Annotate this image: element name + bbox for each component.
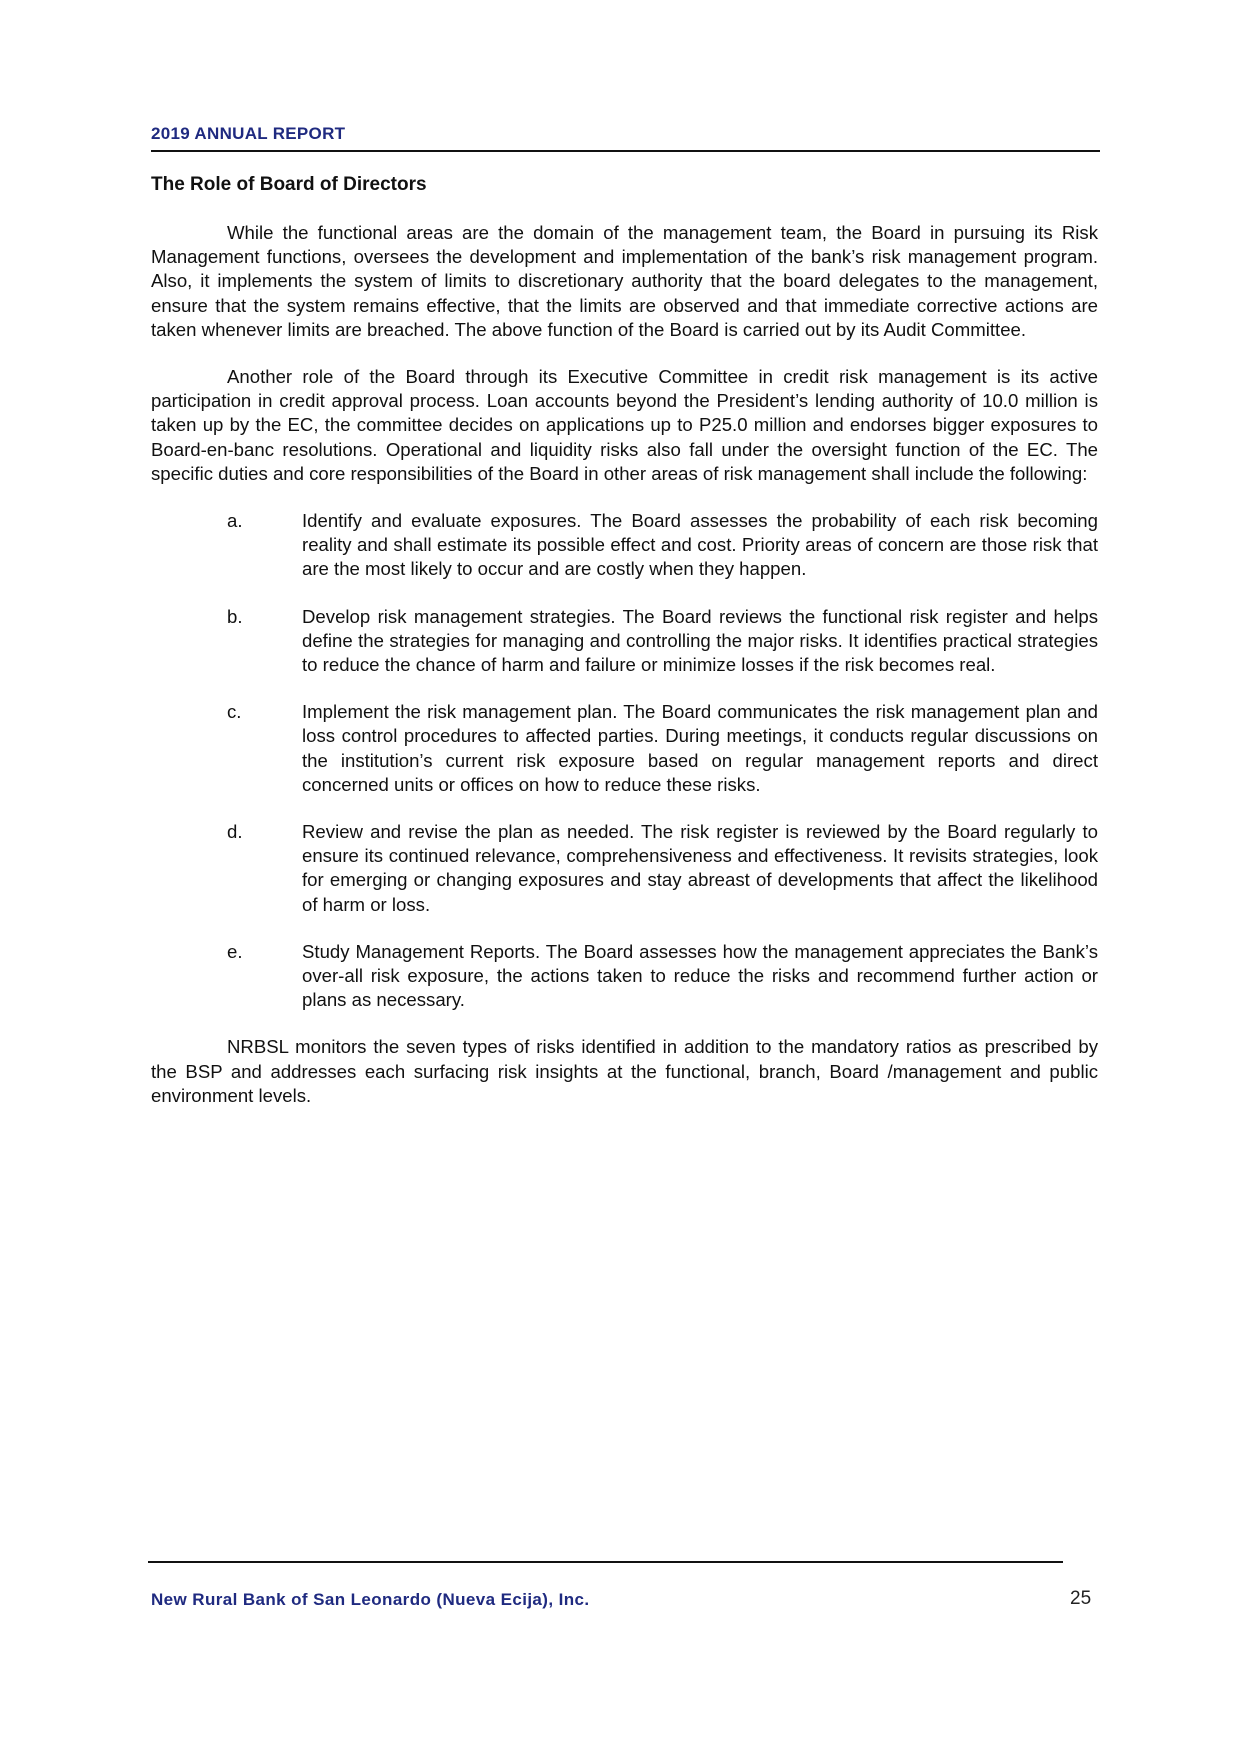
body-content (151, 221, 1098, 1131)
list-item (151, 605, 1098, 678)
list-item-letter: d. (227, 821, 243, 843)
footer-divider (148, 1561, 1063, 1563)
list-item (151, 820, 1098, 917)
list-item-text: Review and revise the plan as needed. The risk register is reviewed by the Board regularly to ensure its continued relevance, comprehensiveness and effectiveness. It revisits strategies, look for emerging or changing exposures and stay abreast of developments that affect the likelihood of harm or loss. (302, 821, 1098, 915)
list-item-text: Study Management Reports. The Board assesses how the management appreciates the Bank’s over-all risk exposure, the actions taken to reduce the risks and recommend further action or plans as necessary. (302, 940, 1098, 1011)
list-item-letter: b. (227, 605, 243, 627)
list-item (151, 700, 1098, 797)
header-divider (151, 150, 1100, 152)
paragraph-executive-committee: Another role of the Board through its Executive Committee in credit risk management is its active participation in credit approval process. Loan accounts beyond the President’s lending authority of 10.0 million is taken up by the EC, the committee decides on applications up to P25.0 million and endorses bigger exposures to Board-en-banc resolutions. Operational and liquidity risks also fall under the oversight function of the EC. The specific duties and core responsibilities of the Board in other areas of risk management shall include the following: (151, 366, 1098, 484)
list-item-text: Develop risk management strategies. The Board reviews the functional risk register and helps define the strategies for managing and controlling the major risks. It identifies practical strategies to reduce the chance of harm and failure or minimize losses if the risk becomes real. (302, 605, 1098, 676)
list-item-letter: a. (227, 510, 243, 532)
page-number: 25 (1070, 1588, 1092, 1609)
list-item-letter: c. (227, 701, 242, 723)
footer-organization-name: New Rural Bank of San Leonardo (Nueva Ecija), Inc. (151, 1590, 590, 1609)
list-item-text: Implement the risk management plan. The Board communicates the risk management plan and loss control procedures to affected parties. During meetings, it conducts regular discussions on the institution’s current risk exposure based on regular management reports and direct concerned units or offices on how to reduce these risks. (302, 701, 1098, 795)
list-item (151, 940, 1098, 1013)
paragraph-nrbsl-monitoring: NRBSL monitors the seven types of risks identified in addition to the mandatory ratios as prescribed by the BSP and addresses each surfacing risk insights at the functional, branch, Board /management and public environment levels. (151, 1036, 1098, 1106)
list-item (151, 509, 1098, 582)
section-title: The Role of Board of Directors (151, 174, 427, 195)
list-item-text: Identify and evaluate exposures. The Board assesses the probability of each risk becoming reality and shall estimate its possible effect and cost. Priority areas of concern are those risk that are the most likely to occur and are costly when they happen. (302, 510, 1098, 580)
list-item-letter: e. (227, 940, 243, 962)
paragraph-board-role: While the functional areas are the domain of the management team, the Board in pursuing its Risk Management functions, oversees the development and implementation of the bank’s risk management program. Also, it implements the system of limits to discretionary authority that the board delegates to the management, ensure that the system remains effective, that the limits are observed and that immediate corrective actions are taken whenever limits are breached. The above function of the Board is carried out by its Audit Committee. (151, 222, 1098, 340)
report-header-title: 2019 ANNUAL REPORT (151, 124, 346, 143)
responsibilities-list (151, 509, 1098, 1012)
